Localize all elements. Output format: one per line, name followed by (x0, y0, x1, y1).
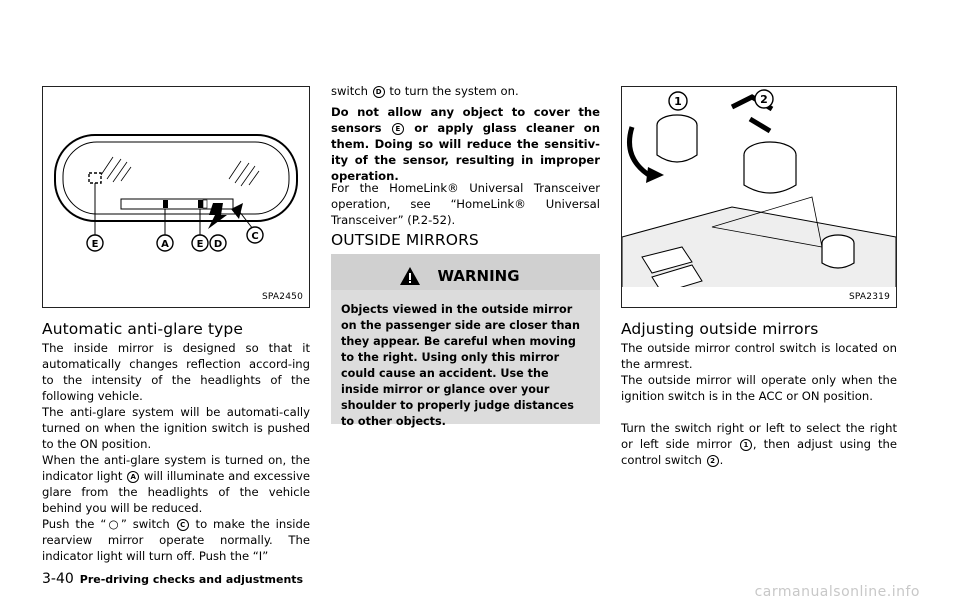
label-d: D (213, 239, 223, 250)
paragraph: The anti-glare system will be automati-cally turned on when the ignition switch is pushed to the ON position. (42, 405, 310, 451)
symbol-d: D (373, 86, 385, 98)
paragraph: switch D to turn the system on. (331, 84, 519, 98)
symbol-2: 2 (707, 455, 719, 467)
paragraph: The inside mirror is designed so that it automatically changes reflection accord-ing to the intensity of the headlights of the following vehicle. (42, 341, 310, 403)
label-c: C (251, 231, 259, 242)
paragraph: Turn the switch right or left to select the right or left side mirror 1 , then adjust using the control switch 2 . (621, 421, 897, 467)
mirror-figure (42, 86, 310, 308)
symbol-e: E (392, 123, 404, 135)
warning-text: Objects viewed in the outside mirror on the passenger side are closer than they appear. Be careful when moving to the right. Using only this mirror could cause an accident. Use the inside mirror or glance over your shoulder to properly judge distances to other objects. (341, 303, 580, 428)
label-a: A (161, 239, 169, 250)
symbol-1: 1 (740, 439, 752, 451)
symbol-a: A (127, 471, 139, 483)
symbol-c: C (177, 519, 189, 531)
paragraph: Push the “○” switch C to make the inside rearview mirror operate normally. The indicator light will turn off. Push the “I” (42, 517, 311, 563)
warning-box (331, 254, 600, 428)
figure-caption: SPA2450 (261, 292, 303, 302)
switch-illustration (622, 87, 896, 287)
paragraph: For the HomeLink® Universal Transceiver operation, see “HomeLink® Universal Transceiver” (P.2-52). (331, 181, 600, 227)
paragraph: The outside mirror will operate only when the ignition switch is in the ACC or ON position. (621, 373, 897, 403)
section-heading: Automatic anti-glare type (42, 320, 243, 338)
warning-title: WARNING (437, 267, 520, 285)
paragraph: When the anti-glare system is turned on, the indicator light A will illuminate and excessive glare from the headlights of the vehicle behind you will be reduced. (42, 453, 310, 515)
label-e2: E (196, 239, 204, 250)
label-1: 1 (674, 95, 682, 108)
section-heading: OUTSIDE MIRRORS (331, 231, 479, 249)
page-footer (42, 571, 303, 587)
label-e: E (91, 239, 99, 250)
caution-paragraph: Do not allow any object to cover the sensors E or apply glass cleaner on them. Doing so will reduce the sensitiv-ity of the sensor, resulting in improper operation. (331, 105, 600, 183)
mirror-illustration (43, 87, 309, 287)
paragraph: The outside mirror control switch is located on the armrest. (621, 341, 897, 371)
figure-caption: SPA2319 (848, 292, 890, 302)
page-number: 3-40 (42, 571, 74, 587)
section-heading: Adjusting outside mirrors (621, 320, 819, 338)
switch-figure (621, 86, 897, 308)
section-name: Pre-driving checks and adjustments (79, 573, 304, 586)
label-2: 2 (760, 93, 768, 106)
watermark: carmanualsonline.info (754, 584, 920, 600)
